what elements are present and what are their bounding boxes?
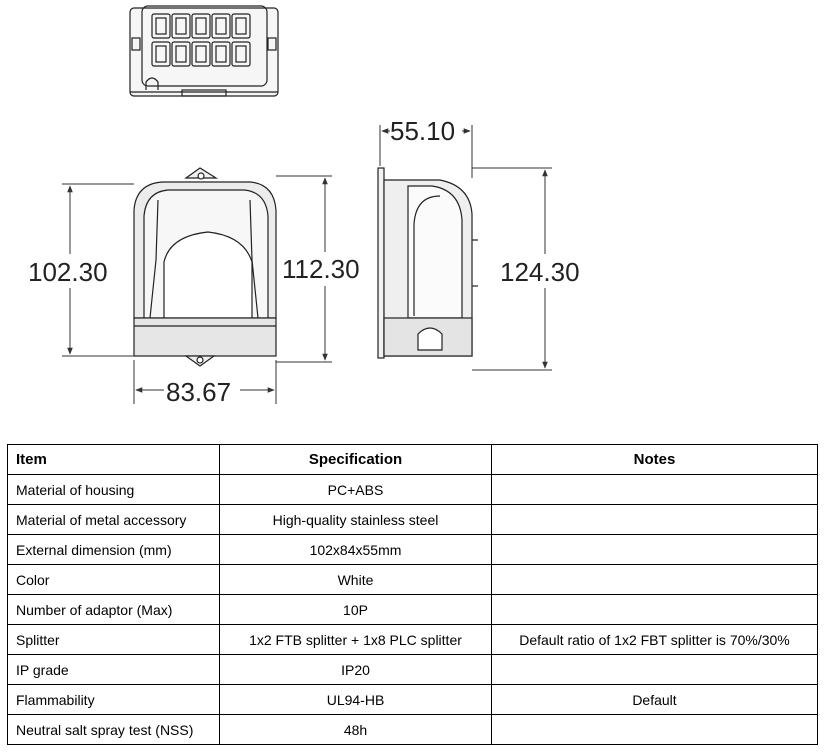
table-row [8,655,818,685]
cell-specification: PC+ABS [220,475,492,505]
table-row [8,715,818,745]
cell-item: IP grade [8,655,220,685]
table-row [8,625,818,655]
cell-notes: Default [492,685,818,715]
cell-notes [492,565,818,595]
cell-specification: 1x2 FTB splitter + 1x8 PLC splitter [220,625,492,655]
table-row [8,475,818,505]
cell-specification: 10P [220,595,492,625]
cell-notes: Default ratio of 1x2 FBT splitter is 70%/30% [492,625,818,655]
dim-side-height-label: 124.30 [500,257,580,287]
cell-notes [492,535,818,565]
cell-specification: 48h [220,715,492,745]
cell-item: Neutral salt spray test (NSS) [8,715,220,745]
header-specification: Specification [220,445,492,475]
cell-notes [492,475,818,505]
dim-left-height-label: 102.30 [28,257,108,287]
table-row [8,505,818,535]
header-notes: Notes [492,445,818,475]
dim-side-depth-label: 55.10 [390,116,456,146]
table-row [8,595,818,625]
cell-specification: IP20 [220,655,492,685]
cell-item: External dimension (mm) [8,535,220,565]
cell-notes [492,505,818,535]
front-view-drawing [134,168,276,366]
table-row [8,535,818,565]
cell-item: Number of adaptor (Max) [8,595,220,625]
cell-specification: 102x84x55mm [220,535,492,565]
cell-item: Splitter [8,625,220,655]
cell-item: Flammability [8,685,220,715]
cell-specification: White [220,565,492,595]
table-row [8,685,818,715]
header-item: Item [8,445,220,475]
cell-specification: UL94-HB [220,685,492,715]
side-view-drawing [378,168,478,358]
cell-item: Color [8,565,220,595]
dim-front-width-label: 83.67 [166,377,232,407]
spec-table [7,444,818,745]
cell-specification: High-quality stainless steel [220,505,492,535]
table-row [8,565,818,595]
cell-item: Material of metal accessory [8,505,220,535]
dim-front-height-label: 112.30 [282,254,360,284]
cell-notes [492,595,818,625]
top-view-drawing [130,6,278,96]
cell-notes [492,715,818,745]
table-header-row [8,445,818,475]
cell-notes [492,655,818,685]
cell-item: Material of housing [8,475,220,505]
